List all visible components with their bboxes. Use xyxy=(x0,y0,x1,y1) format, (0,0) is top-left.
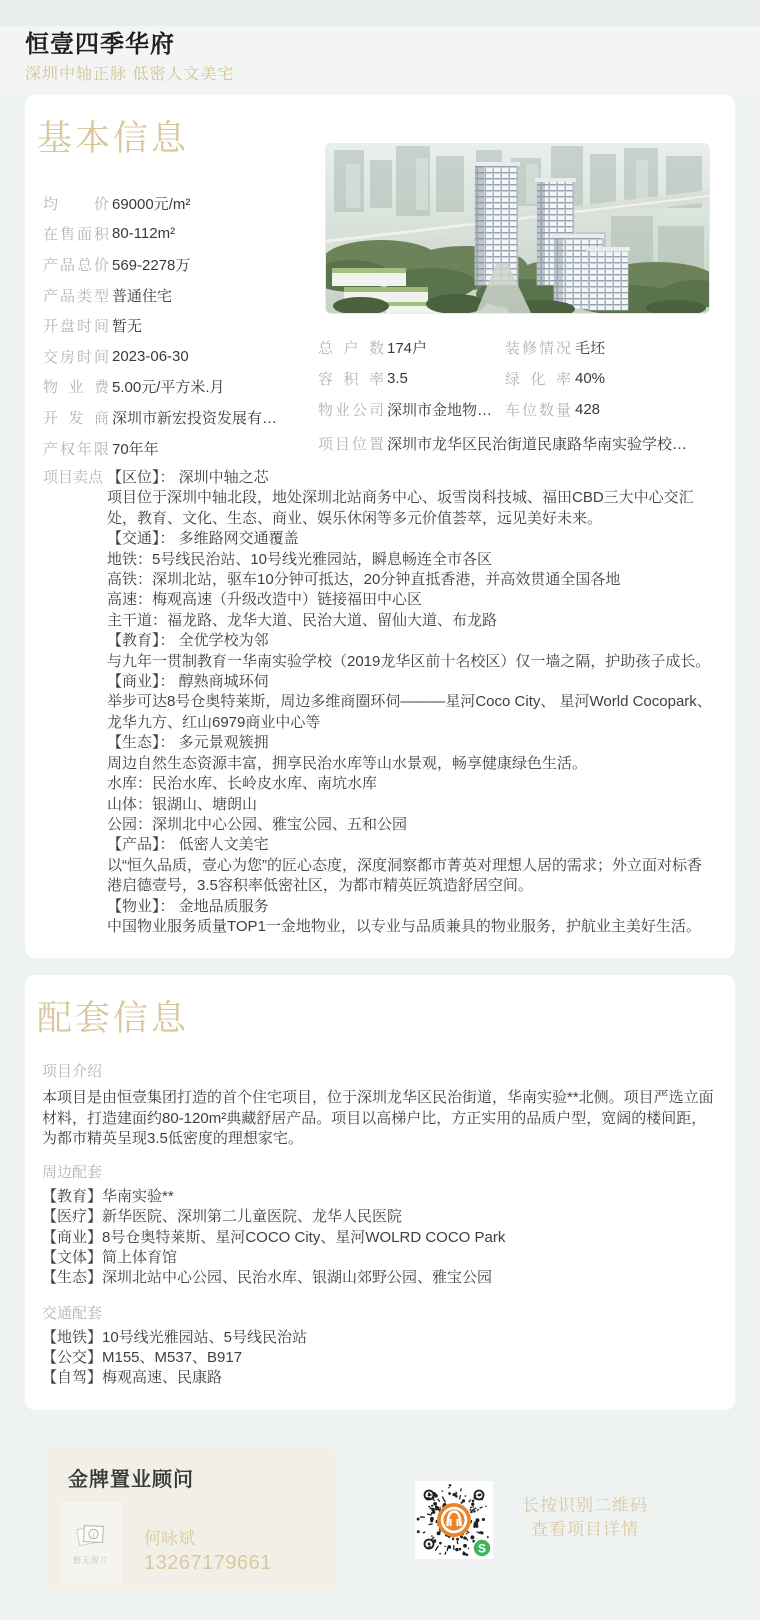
field-label: 车位数量 xyxy=(505,402,571,419)
field-value: 3.5 xyxy=(387,370,408,387)
basic-info-grid-fields xyxy=(318,332,722,425)
field-value: 毛坯 xyxy=(575,340,606,357)
selling-point-line: 山体：银湖山、塘朗山 xyxy=(107,795,258,813)
selling-point-line: 【物业】： 金地品质服务 xyxy=(107,897,269,915)
field-label: 项目位置 xyxy=(318,435,384,453)
field-value: 70年年 xyxy=(112,440,159,458)
no-image-text: 暂无图片 xyxy=(73,1556,109,1565)
selling-point-line: 【区位】： 深圳中轴之芯 xyxy=(107,469,269,486)
field-value: 深圳市龙华区民治街道民康路华南实验学校… xyxy=(387,435,688,453)
selling-point-line: 以“恒久品质，壹心为您”的匠心态度，深度洞察都市菁英对理想人居的需求；外立面对标香港启德壹号，3.5容积率低密社区，为都市精英匠筑造舒居空间。 xyxy=(107,856,702,895)
nearby-item: 【商业】8号仓奥特莱斯、星河COCO City、星河WOLRD COCO Park xyxy=(42,1228,506,1246)
selling-point-line: 项目位于深圳中轴北段，地处深圳北站商务中心、坂雪岗科技城、福田CBD三大中心交汇处，教育、文化、生态、商业、娱乐休闲等多元价值荟萃，远见美好未来。 xyxy=(107,489,694,527)
field-label: 物业费 xyxy=(43,379,109,397)
field-value: 普通住宅 xyxy=(112,287,173,305)
selling-point-line: 水库：民治水库、长岭皮水库、南坑水库 xyxy=(107,775,378,793)
property-rendering-art xyxy=(326,144,709,313)
field-label: 产品类型 xyxy=(43,287,109,305)
selling-point-line: 公园：深圳北中心公园、雅宝公园、五和公园 xyxy=(107,815,408,833)
project-location-row xyxy=(318,428,718,459)
field-label: 总户数 xyxy=(318,340,384,357)
project-intro-label: 项目介绍 xyxy=(42,1063,103,1080)
property-rendering-image[interactable] xyxy=(325,143,710,314)
consultant-phone[interactable]: 13267179661 xyxy=(144,1552,272,1574)
field-label: 装修情况 xyxy=(505,340,571,357)
field-label: 均价 xyxy=(43,195,109,213)
field-row xyxy=(318,363,722,394)
wechat-mini-program-badge xyxy=(473,1539,491,1557)
field-row xyxy=(43,310,313,341)
transport-facilities-label: 交通配套 xyxy=(42,1305,103,1322)
field-label: 开盘时间 xyxy=(43,318,109,336)
selling-points-section xyxy=(43,468,715,937)
field-row xyxy=(43,280,313,311)
basic-info-heading: 基本信息 xyxy=(37,119,190,158)
page-title: 恒壹四季华府 xyxy=(25,31,175,58)
field-value: 深圳市金地物… xyxy=(387,402,493,419)
selling-point-line: 高速：梅观高速（升级改造中）链接福田中心区 xyxy=(107,591,423,609)
field-label: 绿化率 xyxy=(505,371,571,388)
consultant-photo-placeholder xyxy=(60,1502,122,1584)
selling-points-label: 项目卖点 xyxy=(43,469,104,486)
field-row xyxy=(318,332,722,363)
facilities-card xyxy=(25,975,735,1410)
selling-point-line: 【生态】： 多元景观簇拥 xyxy=(107,734,269,752)
consultant-heading: 金牌置业顾问 xyxy=(68,1469,194,1491)
qr-caption-line1: 长按识别二维码 xyxy=(522,1496,648,1515)
consultant-name: 何咏斌 xyxy=(144,1529,195,1548)
field-label: 开发商 xyxy=(43,409,109,427)
selling-point-line: 【产品】： 低密人文美宅 xyxy=(107,836,269,854)
field-value: 40% xyxy=(575,370,606,387)
basic-info-card xyxy=(25,95,735,958)
field-row xyxy=(43,341,313,372)
nearby-facilities-label: 周边配套 xyxy=(42,1164,103,1181)
field-value: 569-2278万 xyxy=(112,256,191,274)
mini-program-qr-code[interactable] xyxy=(415,1481,493,1559)
selling-point-line: 【商业】： 醇熟商城环伺 xyxy=(107,673,269,691)
selling-point-line: 举步可达8号仓奥特莱斯，周边多维商圈环伺———星河Coco City、 星河World Cocopark、龙华九方、红山6979商业中心等 xyxy=(107,693,712,731)
no-photo-icon xyxy=(74,1520,108,1550)
field-label: 在售面积 xyxy=(43,226,109,244)
field-row xyxy=(43,433,313,464)
field-value: 5.00元/平方米.月 xyxy=(112,379,225,397)
field-row xyxy=(43,249,313,280)
nearby-item: 【医疗】新华医院、深圳第二儿童医院、龙华人民医院 xyxy=(42,1208,403,1226)
field-label: 交房时间 xyxy=(43,348,109,366)
consultant-card xyxy=(47,1448,337,1590)
selling-points-text xyxy=(107,468,715,937)
svg-text:S: S xyxy=(477,1541,487,1556)
consultant-row xyxy=(60,1502,272,1584)
page-subtitle: 深圳中轴正脉 低密人文美宅 xyxy=(25,66,235,83)
nearby-facilities-list xyxy=(42,1187,505,1288)
field-value: 2023-06-30 xyxy=(112,347,189,365)
selling-point-line: 【教育】： 全优学校为邻 xyxy=(107,632,269,650)
nearby-item: 【教育】华南实验** xyxy=(42,1188,174,1205)
field-label: 物业公司 xyxy=(318,402,384,419)
project-intro-text: 本项目是由恒壹集团打造的首个住宅项目，位于深圳龙华区民治街道，华南实验**北侧。项目严选立面材料，打造建面约80-120m²典藏舒居产品。项目以高梯户比，方正实用的品质户型，宽阔的楼间距，为都市精英呈现3.5低密度的理想家宅。 xyxy=(42,1089,714,1147)
transport-facilities-list xyxy=(42,1328,307,1388)
field-label: 产权年限 xyxy=(43,440,109,458)
field-label: 容积率 xyxy=(318,371,384,388)
field-value: 暂无 xyxy=(112,318,143,336)
transport-item: 【自驾】梅观高速、民康路 xyxy=(42,1369,223,1386)
nearby-item: 【文体】简上体育馆 xyxy=(42,1248,178,1266)
field-row xyxy=(43,372,313,403)
field-value: 428 xyxy=(575,401,601,418)
field-row xyxy=(43,219,313,250)
selling-point-line: 中国物业服务质量TOP1一金地物业，以专业与品质兼具的物业服务，护航业主美好生活。 xyxy=(107,917,701,935)
transport-item: 【地铁】10号线光雅园站、5号线民治站 xyxy=(42,1329,308,1346)
nearby-item: 【生态】深圳北站中心公园、民治水库、银湖山郊野公园、雅宝公园 xyxy=(42,1269,493,1287)
selling-point-line: 主干道：福龙路、龙华大道、民治大道、留仙大道、布龙路 xyxy=(107,611,498,629)
basic-info-left-fields xyxy=(43,188,313,463)
field-label: 产品总价 xyxy=(43,256,109,274)
top-band xyxy=(0,0,760,26)
qr-code-art xyxy=(415,1481,493,1559)
field-row xyxy=(43,402,313,433)
qr-caption-line2: 查看项目详情 xyxy=(531,1519,639,1539)
qr-caption xyxy=(500,1494,670,1541)
transport-item: 【公交】M155、M537、B917 xyxy=(42,1349,243,1366)
selling-point-line: 与九年一贯制教育一华南实验学校（2019龙华区前十名校区）仅一墙之隔，护助孩子成长。 xyxy=(107,652,711,670)
field-value: 69000元/m² xyxy=(112,195,191,213)
selling-point-line: 周边自然生态资源丰富，拥享民治水库等山水景观，畅享健康绿色生活。 xyxy=(107,754,588,772)
facilities-heading: 配套信息 xyxy=(37,999,190,1038)
selling-point-line: 地铁：5号线民治站、10号线光雅园站，瞬息畅连全市各区 xyxy=(107,550,493,568)
qr-center-logo xyxy=(437,1503,471,1537)
selling-point-line: 【交通】： 多维路网交通覆盖 xyxy=(107,530,299,548)
consultant-info xyxy=(144,1524,272,1584)
field-row xyxy=(318,394,722,425)
field-value: 深圳市新宏投资发展有… xyxy=(112,409,278,427)
svg-text:i: i xyxy=(92,1529,95,1540)
field-row xyxy=(43,188,313,219)
selling-point-line: 高铁：深圳北站，驱车10分钟可抵达，20分钟直抵香港，并高效贯通全国各地 xyxy=(107,571,621,589)
field-value: 174户 xyxy=(387,340,428,357)
field-value: 80-112m² xyxy=(112,225,176,243)
